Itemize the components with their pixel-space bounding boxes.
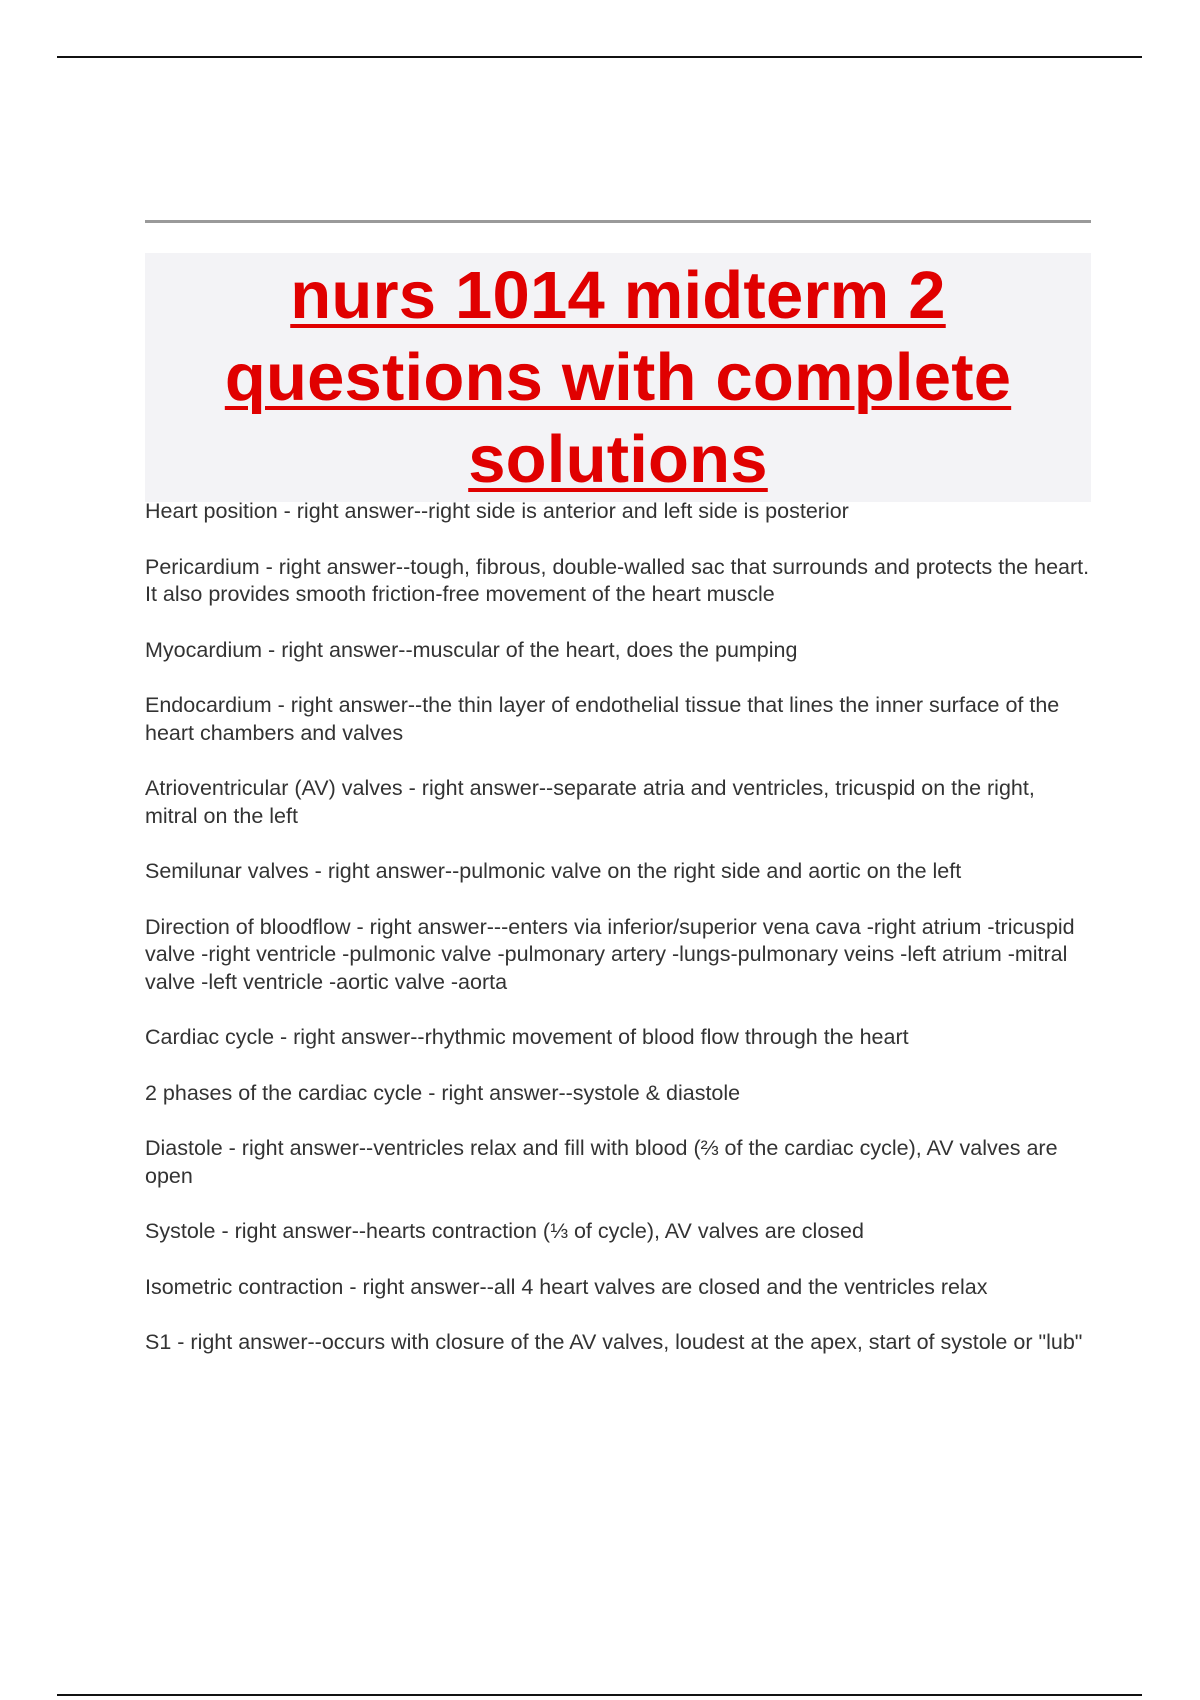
qa-item: Myocardium - right answer--muscular of the heart, does the pumping bbox=[145, 637, 798, 662]
qa-item: S1 - right answer--occurs with closure of the AV valves, loudest at the apex, start of systole or "lub" bbox=[145, 1330, 1083, 1354]
qa-item: Direction of bloodflow - right answer---enters via inferior/superior vena cava -right atrium -tricuspid valve -right ventricle -pulmonic valve -pulmonary artery -lungs-pulmonary veins -left atrium -mitral valve -left ventricle -aortic valve -aorta bbox=[145, 914, 1075, 994]
qa-item: Heart position - right answer--right side is anterior and left side is posterior bbox=[145, 499, 849, 523]
qa-item: Systole - right answer--hearts contraction (⅓ of cycle), AV valves are closed bbox=[145, 1219, 864, 1243]
qa-item: Cardiac cycle - right answer--rhythmic movement of blood flow through the heart bbox=[145, 1025, 909, 1049]
qa-item: 2 phases of the cardiac cycle - right answer--systole & diastole bbox=[145, 1080, 741, 1105]
qa-item: Atrioventricular (AV) valves - right answer--separate atria and ventricles, tricuspid on the right, mitral on the left bbox=[145, 776, 1035, 828]
qa-item: Diastole - right answer--ventricles relax and fill with blood (⅔ of the cardiac cycle), AV valves are open bbox=[145, 1136, 1058, 1188]
title-banner bbox=[145, 253, 1091, 502]
qa-item: Pericardium - right answer--tough, fibrous, double-walled sac that surrounds and protects the heart. It also provides smooth friction-free movement of the heart muscle bbox=[145, 554, 1090, 606]
page-content bbox=[145, 220, 1091, 1385]
page-bottom-rule bbox=[57, 1694, 1142, 1696]
qa-item: Endocardium - right answer--the thin layer of endothelial tissue that lines the inner surface of the heart chambers and valves bbox=[145, 693, 1060, 745]
page-top-rule bbox=[57, 56, 1142, 58]
document-title: nurs 1014 midterm 2 questions with complete solutions bbox=[224, 257, 1012, 497]
title-divider bbox=[145, 220, 1091, 223]
qa-item: Semilunar valves - right answer--pulmonic valve on the right side and aortic on the left bbox=[145, 859, 962, 883]
qa-item: Isometric contraction - right answer--all 4 heart valves are closed and the ventricles relax bbox=[145, 1274, 988, 1299]
qa-list bbox=[145, 498, 1091, 1357]
